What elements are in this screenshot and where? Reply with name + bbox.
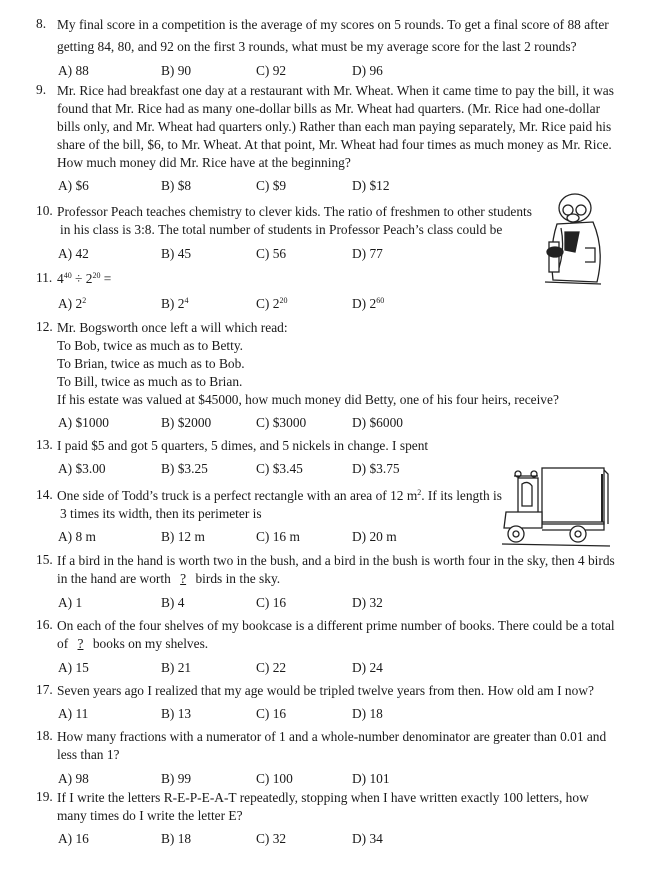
question-text: 3 times its width, then its perimeter is: [60, 506, 262, 521]
question-text: One side of Todd’s truck is a perfect rectangle with an area of 12 $m^2$. If its length is: [57, 488, 502, 503]
choice-b[interactable]: B) 13: [161, 706, 192, 721]
choice-b[interactable]: B) 18: [161, 831, 192, 846]
truck-illustration: [498, 466, 618, 558]
question-text: To Bill, twice as much as to Brian.: [57, 374, 243, 389]
question-number: 13.: [36, 437, 53, 452]
question-text: found that Mr. Rice had as many one-dollar bills as Mr. Wheat had quarters. (Mr. Rice had one-dollar: [57, 101, 601, 116]
choice-d[interactable]: D) 32: [352, 595, 383, 610]
choice-b[interactable]: B) $2000: [161, 415, 212, 430]
question-number: 12.: [36, 319, 53, 334]
question-text: in his class is 3:8. The total number of students in Professor Peach’s class could be: [60, 222, 503, 237]
choice-b[interactable]: B) $8: [161, 178, 192, 193]
choice-c[interactable]: C) $3000: [256, 415, 307, 430]
choice-d[interactable]: D) 18: [352, 706, 383, 721]
choice-a[interactable]: A) $6: [58, 178, 89, 193]
question-text: bills only, and Mr. Wheat had quarters only.) Rather than each man paying separately, Mr. Rice paid his: [57, 119, 612, 134]
question-number: 19.: [36, 789, 53, 804]
choice-b[interactable]: B) 12 m: [161, 529, 205, 544]
choice-c[interactable]: C) 100: [256, 771, 293, 786]
question-text: Mr. Rice had breakfast one day at a restaurant with Mr. Wheat. When it came time to pay the bill, it was: [57, 83, 614, 98]
question-text: If his estate was valued at $45000, how much money did Betty, one of his four heirs, receive?: [57, 392, 559, 407]
question-text: getting 84, 80, and 92 on the first 3 rounds, what must be my average score for the last 2 rounds?: [57, 39, 577, 54]
choice-a[interactable]: A) $3.00: [58, 461, 106, 476]
choice-c[interactable]: C) 16: [256, 706, 287, 721]
answer-blank: ?: [180, 571, 187, 586]
choice-c[interactable]: C) $2^{20}$: [256, 296, 288, 311]
choice-a[interactable]: A) 88: [58, 63, 89, 78]
choice-b[interactable]: B) 90: [161, 63, 192, 78]
choice-c[interactable]: C) $3.45: [256, 461, 303, 476]
question-text: I paid $5 and got 5 quarters, 5 dimes, and 5 nickels in change. I spent: [57, 438, 429, 453]
choice-a[interactable]: A) 8 m: [58, 529, 96, 544]
question-number: 9.: [36, 82, 47, 97]
question-text: To Brian, twice as much as to Bob.: [57, 356, 245, 371]
question-text: How many fractions with a numerator of 1 and a whole-number denominator are greater than 0.01 and: [57, 729, 607, 744]
question-text: My final score in a competition is the average of my scores on 5 rounds. To get a final score of 88 after: [57, 17, 609, 32]
question-number: 17.: [36, 682, 53, 697]
choice-c[interactable]: C) 16 m: [256, 529, 300, 544]
choice-a[interactable]: A) 98: [58, 771, 89, 786]
question-text: share of the bill, $6, to Mr. Wheat. At that point, Mr. Wheat had four times as much money as Mr. Rice.: [57, 137, 612, 152]
question-number: 15.: [36, 552, 53, 567]
choice-d[interactable]: D) $2^{60}$: [352, 296, 385, 311]
choice-d[interactable]: D) 77: [352, 246, 383, 261]
choice-b[interactable]: B) 99: [161, 771, 192, 786]
choice-c[interactable]: C) $9: [256, 178, 287, 193]
choice-d[interactable]: D) 101: [352, 771, 390, 786]
question-number: 10.: [36, 203, 53, 218]
question-text: less than 1?: [57, 747, 120, 762]
choice-b[interactable]: B) $3.25: [161, 461, 208, 476]
choice-b[interactable]: B) $2^4$: [161, 296, 189, 311]
question-number: 16.: [36, 617, 53, 632]
choice-c[interactable]: C) 92: [256, 63, 287, 78]
choice-d[interactable]: D) $3.75: [352, 461, 400, 476]
question-number: 18.: [36, 728, 53, 743]
choice-a[interactable]: A) 42: [58, 246, 89, 261]
question-text: On each of the four shelves of my bookcase is a different prime number of books. There could be a total: [57, 618, 615, 633]
question-number: 14.: [36, 487, 53, 502]
choice-b[interactable]: B) 45: [161, 246, 192, 261]
question-text: Seven years ago I realized that my age would be tripled twelve years from then. How old am I now?: [57, 683, 594, 698]
choice-d[interactable]: D) 24: [352, 660, 383, 675]
choice-a[interactable]: A) 1: [58, 595, 83, 610]
question-text: If a bird in the hand is worth two in the bush, and a bird in the bush is worth four in the sky, then 4 birds: [57, 553, 615, 568]
choice-d[interactable]: D) 20 m: [352, 529, 397, 544]
choice-c[interactable]: C) 32: [256, 831, 287, 846]
professor-illustration: [535, 188, 615, 288]
choice-c[interactable]: C) 22: [256, 660, 287, 675]
question-expression: $4^{40} \div 2^{20}$ =: [57, 271, 112, 286]
choice-a[interactable]: A) 15: [58, 660, 89, 675]
choice-b[interactable]: B) 4: [161, 595, 185, 610]
choice-d[interactable]: D) $6000: [352, 415, 403, 430]
question-text: many times do I write the letter E?: [57, 808, 243, 823]
question-text: Professor Peach teaches chemistry to clever kids. The ratio of freshmen to other students: [57, 204, 532, 219]
question-text: in the hand are worth ? birds in the sky.: [57, 571, 281, 586]
choice-c[interactable]: C) 16: [256, 595, 287, 610]
choice-d[interactable]: D) $12: [352, 178, 390, 193]
choice-a[interactable]: A) $2^2$: [58, 296, 87, 311]
question-text: If I write the letters R-E-P-E-A-T repeatedly, stopping when I have written exactly 100 letters, how: [57, 790, 589, 805]
choice-b[interactable]: B) 21: [161, 660, 192, 675]
question-text: Mr. Bogsworth once left a will which read:: [57, 320, 288, 335]
choice-a[interactable]: A) 11: [58, 706, 89, 721]
choice-c[interactable]: C) 56: [256, 246, 287, 261]
question-text: To Bob, twice as much as to Betty.: [57, 338, 244, 353]
choice-a[interactable]: A) $1000: [58, 415, 109, 430]
choice-a[interactable]: A) 16: [58, 831, 89, 846]
question-text: How much money did Mr. Rice have at the beginning?: [57, 155, 351, 170]
question-text: of ? books on my shelves.: [57, 636, 209, 651]
question-number: 11.: [36, 270, 53, 285]
question-number: 8.: [36, 16, 47, 31]
choice-d[interactable]: D) 34: [352, 831, 383, 846]
answer-blank: ?: [77, 636, 84, 651]
choice-d[interactable]: D) 96: [352, 63, 383, 78]
